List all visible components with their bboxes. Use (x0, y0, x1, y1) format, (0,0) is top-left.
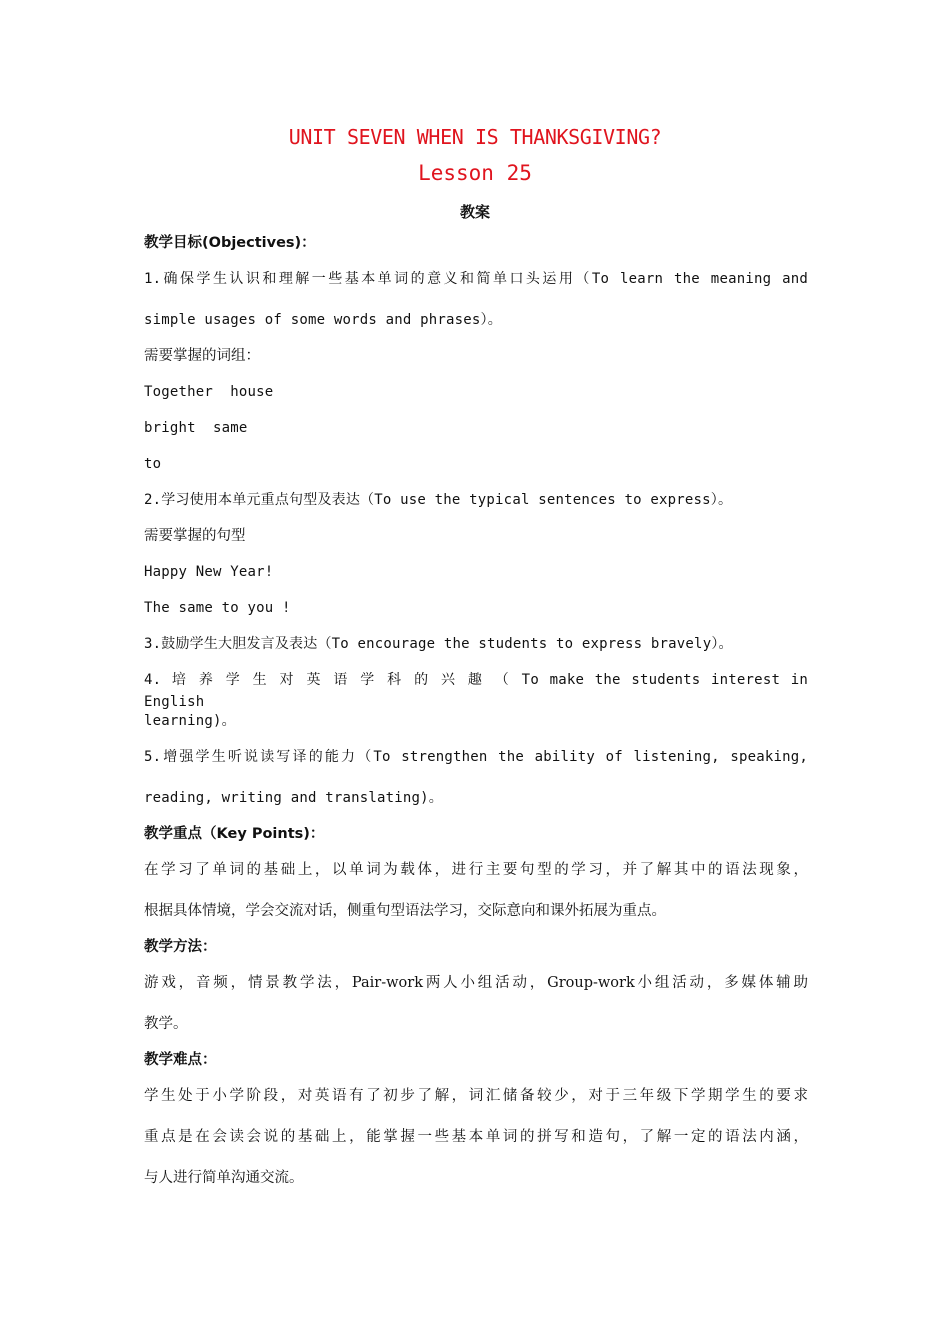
methods-line-1: 游戏，音频，情景教学法，Pair-work两人小组活动，Group-work小组活动，多媒体辅助 (144, 975, 808, 991)
key-points-heading: 教学重点（Key Points)： (144, 826, 325, 842)
methods-line-2: 教学。 (144, 1016, 188, 1032)
methods-heading: 教学方法： (144, 939, 217, 955)
sentence-1: Happy New Year! (144, 564, 274, 580)
objective-1-line-1: 1.确保学生认识和理解一些基本单词的意义和简单口头运用（To learn the meaning and (144, 271, 808, 287)
document-subtitle: 教案 (459, 203, 490, 221)
key-points-line-2: 根据具体情境，学会交流对话，侧重句型语法学习，交际意向和课外拓展为重点。 (144, 903, 666, 919)
objectives-heading: 教学目标(Objectives)： (144, 235, 316, 251)
objective-5-line-2: reading, writing and translating)。 (144, 790, 443, 806)
objective-5-line-1: 5.增强学生听说读写译的能力（To strengthen the ability of listening, speaking, (144, 749, 808, 765)
difficulties-line-1: 学生处于小学阶段，对英语有了初步了解，词汇储备较少，对于三年级下学期学生的要求 (144, 1088, 808, 1104)
objective-4-line-1: 4. 培 养 学 生 对 英 语 学 科 的 兴 趣 （ To make the students interest in English (144, 672, 808, 710)
unit-title: UNIT SEVEN WHEN IS THANKSGIVING? (288, 125, 662, 149)
lesson-title: Lesson 25 (418, 161, 532, 185)
sentence-2: The same to you ! (144, 600, 291, 616)
words-line-2: bright same (144, 420, 248, 436)
difficulties-line-3: 与人进行简单沟通交流。 (144, 1170, 304, 1186)
difficulties-heading: 教学难点： (144, 1052, 217, 1068)
objective-1-line-2: simple usages of some words and phrases）。 (144, 312, 502, 328)
words-heading: 需要掌握的词组： (144, 348, 260, 364)
difficulties-line-2: 重点是在会读会说的基础上，能掌握一些基本单词的拼写和造句，了解一定的语法内涵， (144, 1129, 808, 1145)
sentences-heading: 需要掌握的句型 (144, 528, 246, 544)
objective-3: 3.鼓励学生大胆发言及表达（To encourage the students to express bravely）。 (144, 636, 733, 652)
objective-2: 2.学习使用本单元重点句型及表达（To use the typical sentences to express）。 (144, 492, 733, 508)
words-line-3: to (144, 456, 162, 472)
objective-4-line-2: learning)。 (144, 713, 236, 729)
words-line-1: Together house (144, 384, 274, 400)
key-points-line-1: 在学习了单词的基础上，以单词为载体，进行主要句型的学习，并了解其中的语法现象， (144, 862, 808, 878)
